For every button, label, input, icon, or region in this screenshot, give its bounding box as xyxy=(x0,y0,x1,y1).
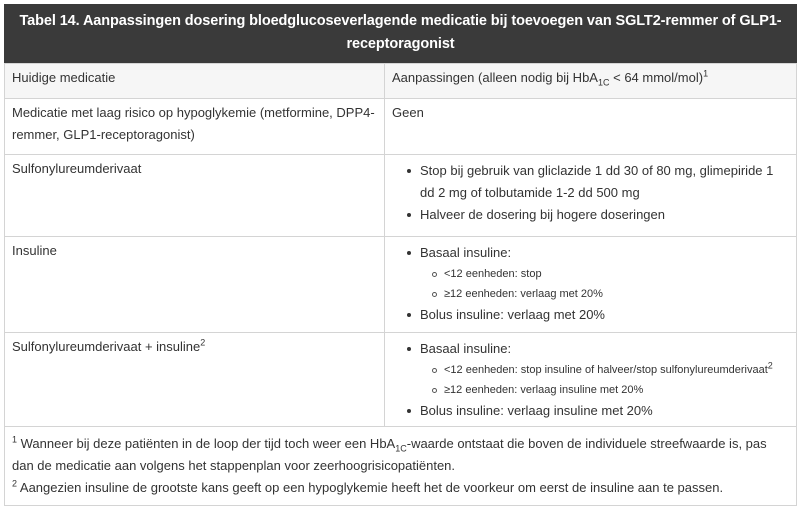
header-adjustments-text: Aanpassingen (alleen nodig bij HbA xyxy=(392,70,598,85)
adjustment-cell: Geen xyxy=(385,99,797,155)
table-row xyxy=(5,333,797,427)
adjustment-list xyxy=(392,338,789,422)
medication-cell: Sulfonylureumderivaat xyxy=(5,155,385,237)
footnote-ref-2: 2 xyxy=(200,337,206,348)
medication-cell: Insuline xyxy=(5,237,385,333)
footnote-ref-1: 1 xyxy=(703,68,709,79)
list-item: Halveer de dosering bij hogere doseringen xyxy=(420,204,789,226)
list-item xyxy=(420,242,789,304)
sub-list-item: <12 eenheden: stop xyxy=(444,264,789,284)
adjustment-cell xyxy=(385,237,797,333)
header-adjustments xyxy=(385,64,797,99)
sub-list xyxy=(420,360,789,400)
medication-cell: Medicatie met laag risico op hypoglykemie (metformine, DPP4-remmer, GLP1-receptoragonist) xyxy=(5,99,385,155)
header-adjustments-threshold: < 64 mmol/mol) xyxy=(609,70,704,85)
table-title: Tabel 14. Aanpassingen dosering bloedglucoseverlagende medicatie bij toevoegen van SGLT2-remmer of GLP1-receptoragonist xyxy=(4,4,797,63)
footnote-ref-2: 2 xyxy=(767,360,773,371)
adjustment-cell xyxy=(385,333,797,427)
table-row xyxy=(5,155,797,237)
footnote-2-marker: 2 xyxy=(12,478,18,489)
hba1c-subscript: 1C xyxy=(395,443,407,454)
adjustment-list xyxy=(392,242,789,326)
adjustment-list xyxy=(392,160,789,226)
table-row xyxy=(5,237,797,333)
sub-list-item xyxy=(444,360,789,380)
table-row xyxy=(5,99,797,155)
list-item: Bolus insuline: verlaag insuline met 20% xyxy=(420,400,789,422)
footnote-2 xyxy=(12,477,789,499)
footnote-1-text-end: -waarde ontstaat die boven de individuele streefwaarde is, pas dan de medicatie aan volgens het stappenplan voor zeerhoogrisicopatiënten. xyxy=(12,436,767,473)
footnote-1 xyxy=(12,433,789,477)
footnotes-row xyxy=(5,427,797,506)
list-item: Bolus insuline: verlaag met 20% xyxy=(420,304,789,326)
list-item: Stop bij gebruik van gliclazide 1 dd 30 of 80 mg, glimepiride 1 dd 2 mg of tolbutamide 1-2 dd 500 mg xyxy=(420,160,789,204)
footnotes-cell xyxy=(5,427,797,506)
dosing-table xyxy=(4,63,797,506)
header-row xyxy=(5,64,797,99)
footnote-1-marker: 1 xyxy=(12,434,18,445)
hba1c-subscript: 1C xyxy=(597,77,610,88)
sub-list-item: ≥12 eenheden: verlaag insuline met 20% xyxy=(444,380,789,400)
medication-cell xyxy=(5,333,385,427)
sub-list-text: <12 eenheden: stop insuline of halveer/stop sulfonylureumderivaat xyxy=(444,364,768,376)
header-current-medication: Huidige medicatie xyxy=(5,64,385,99)
sub-list xyxy=(420,264,789,304)
medication-name: Sulfonylureumderivaat + insuline xyxy=(12,339,201,354)
basal-insulin-label: Basaal insuline: xyxy=(420,341,512,356)
footnote-1-text-start: Wanneer bij deze patiënten in de loop der tijd toch weer een HbA xyxy=(17,436,396,451)
list-item xyxy=(420,338,789,400)
basal-insulin-label: Basaal insuline: xyxy=(420,245,512,260)
table-container xyxy=(4,4,797,506)
sub-list-item: ≥12 eenheden: verlaag met 20% xyxy=(444,284,789,304)
footnote-2-text: Aangezien insuline de grootste kans geeft op een hypoglykemie heeft het de voorkeur om eerst de insuline aan te passen. xyxy=(17,480,724,495)
adjustment-cell xyxy=(385,155,797,237)
